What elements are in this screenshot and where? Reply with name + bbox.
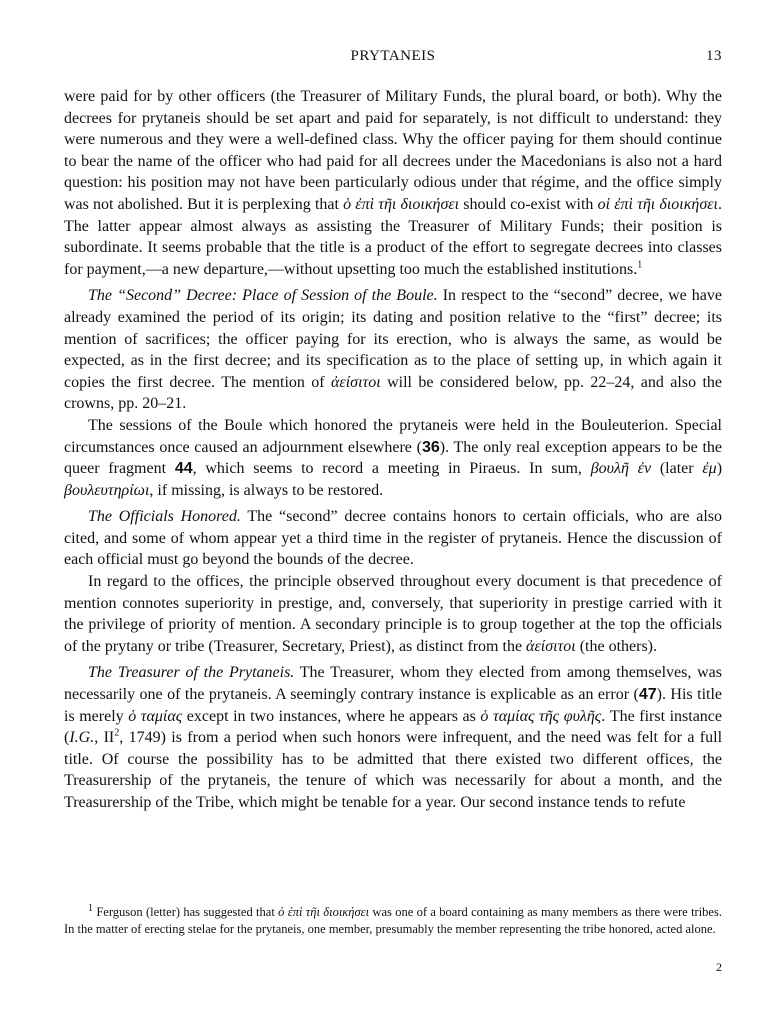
section-heading: The “Second” Decree: Place of Session of the Boule. <box>88 287 438 305</box>
greek-term: ὁ ἐπὶ τῆι διοικήσει <box>278 905 370 919</box>
inscription-reference: 44 <box>174 460 193 478</box>
paragraph-3 <box>64 415 722 501</box>
text-run: ). His title is merely <box>64 686 723 725</box>
text-run: In respect to the “second” decree, we have already examined the period of its origin; its dating and position relative to the “first” decree; its mention of sacrifices; the officer paying for its erection, who is always the same, as would be expected, as in the first decree; and its specification as to the place of setting up, in which again it copies the first decree. The mention of <box>64 287 722 391</box>
paragraph-1 <box>64 86 722 280</box>
footnote-1 <box>64 904 722 938</box>
text-run: ). The only real exception appears to be the queer fragment <box>64 438 723 478</box>
text-run: The “second” decree contains honors to certain officials, who are also cited, and some of whom appear yet a third time in the register of prytaneis. Hence the discussion of each official must go beyond the bounds of the decree. <box>64 508 722 569</box>
text-run: except in two instances, where he appears as <box>182 707 481 725</box>
text-run: In regard to the offices, the principle observed throughout every document is that precedence of mention connotes superiority in prestige, and, conversely, that superiority in prestige carried with it the privilege of priority of mention. A secondary principle is to group together at the top the officials of the prytany or tribe (Treasurer, Secretary, Priest), as distinct from the <box>64 573 722 655</box>
footnote <box>64 904 722 938</box>
text-run: should co-exist with <box>459 195 598 213</box>
text-run: (the others). <box>575 637 658 655</box>
text-run: ) <box>716 460 723 478</box>
text-run: were paid for by other officers (the Treasurer of Military Funds, the plural board, or both). Why the decrees for prytaneis should be set apart and paid for separately, is not difficult to understand: they were numerous and they were a well-defined class. Why the officer paying for them should continue to bear the name of the officer who had paid for all decrees under the Macedonians is also not a hard question: his position may not have been particularly odious under that régime, and the office simply was not abolished. But it is perplexing that <box>64 88 722 213</box>
text-run: , if missing, is always to be restored. <box>149 481 384 499</box>
page-number: 13 <box>706 48 722 64</box>
text-run: will be considered below, pp. 22–24, and also the crowns, pp. 20–21. <box>64 373 723 413</box>
inscription-reference: 36 <box>421 438 440 456</box>
main-text <box>64 86 722 814</box>
greek-term: βουλῆ ἐν <box>590 460 652 478</box>
paragraph-2 <box>64 285 722 415</box>
greek-term: ἀείσιτοι <box>331 373 381 391</box>
superscript: 2 <box>114 727 120 739</box>
paragraph-5 <box>64 571 722 657</box>
footnote-marker: 1 <box>637 259 643 271</box>
text-run: , II <box>94 729 115 747</box>
text-run: , which seems to record a meeting in Piraeus. In sum, <box>192 460 591 478</box>
greek-term: ἀείσιτοι <box>526 637 576 655</box>
greek-term: βουλευτηρίωι <box>64 481 150 499</box>
text-run: . The latter appear almost always as assisting the Treasurer of Military Funds; their position is subordinate. It seems probable that the title is a product of the effort to segregate decrees into classes for payment,—a new departure,—without upsetting too much the established institutions. <box>64 195 723 278</box>
footnote-number: 1 <box>88 902 93 914</box>
signature-mark: 2 <box>716 960 722 974</box>
inscription-reference: 47 <box>638 686 657 704</box>
text-run: was one of a board containing as many members as there were tribes. In the matter of erecting stelae for the prytaneis, one member, presumably the member representing the tribe honored, acted alone. <box>64 905 722 936</box>
text-run: The Treasurer, whom they elected from among themselves, was necessarily one of the prytaneis. A seemingly contrary instance is explicable as an error ( <box>64 664 722 704</box>
greek-term: ὁ ταμίας <box>128 707 183 725</box>
citation: I.G. <box>69 729 95 747</box>
text-run: The sessions of the Boule which honored the prytaneis were held in the Bouleuterion. Special circumstances once caused an adjournment elsewhere ( <box>64 416 722 456</box>
text-run: . The first instance ( <box>64 707 723 747</box>
greek-term: ἐμ <box>702 460 717 478</box>
section-heading: The Treasurer of the Prytaneis. <box>88 664 295 682</box>
greek-term: ὁ ἐπὶ τῆι διοικήσει <box>343 195 460 213</box>
running-header <box>64 48 722 72</box>
running-title: PRYTANEIS <box>350 48 436 64</box>
text-run: Ferguson (letter) has suggested that <box>93 905 279 919</box>
paragraph-4 <box>64 506 722 571</box>
greek-term: οἱ ἐπὶ τῆι διοικήσει <box>597 195 719 213</box>
text-run: , 1749) is from a period when such honors were infrequent, and the need was felt for a full title. Of course the possibility has to be admitted that there existed two different offices, the Treasurership of the prytaneis, the tenure of which was necessarily for about a month, and the Treasurership of the Tribe, which might be tenable for a year. Our second instance tends to refute <box>64 729 723 811</box>
text-run: (later <box>651 460 703 478</box>
greek-term: ὁ ταμίας τῆς φυλῆς <box>480 707 602 725</box>
paragraph-6 <box>64 662 722 813</box>
section-heading: The Officials Honored. <box>88 508 241 526</box>
